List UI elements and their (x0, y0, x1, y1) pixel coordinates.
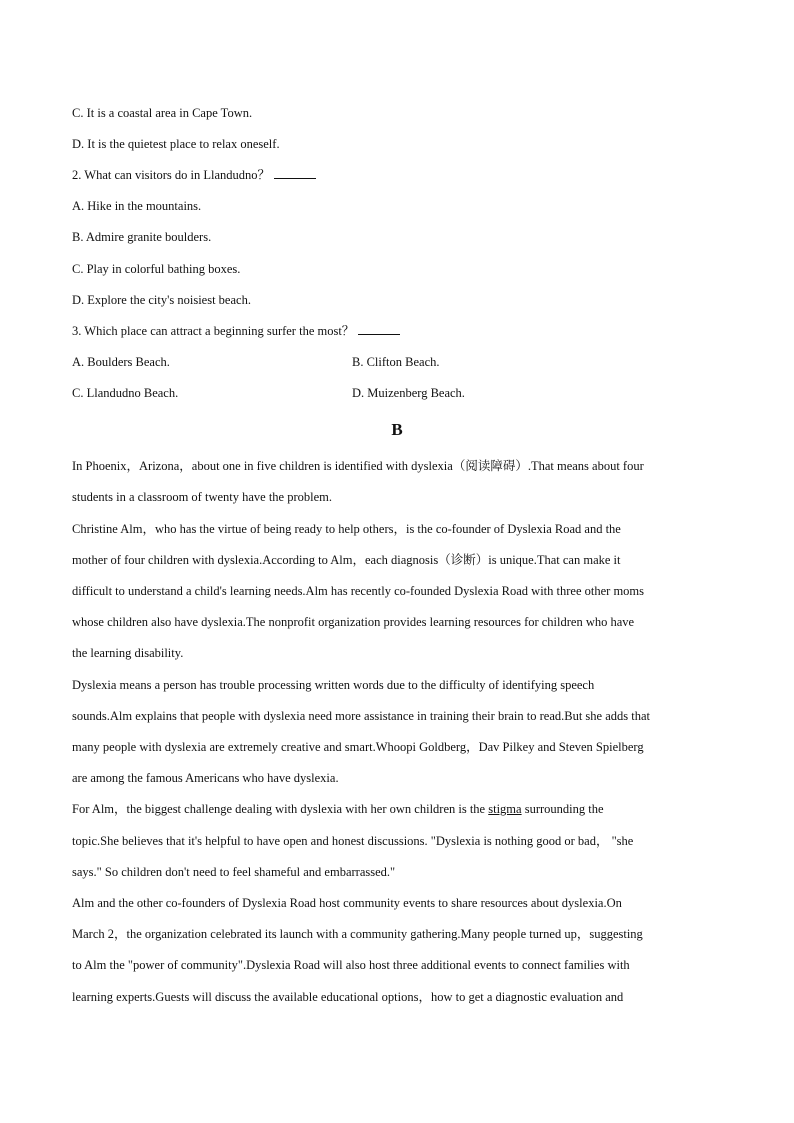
passage-line: mother of four children with dyslexia.According to Alm，each diagnosis（诊断）is unique.That can make it (72, 553, 621, 567)
passage-line: the learning disability. (72, 646, 184, 660)
passage-line: Alm and the other co-founders of Dyslexia Road host community events to share resources about dyslexia.On (72, 896, 622, 910)
q3-stem (72, 323, 400, 339)
q3-option-a: A. Boulders Beach. (72, 355, 170, 369)
q2-stem-text: 2. What can visitors do in Llandudno？ (72, 168, 271, 182)
passage-line: March 2，the organization celebrated its launch with a community gathering.Many people turned up，suggesting (72, 927, 643, 941)
passage-line: whose children also have dyslexia.The nonprofit organization provides learning resources for children who have (72, 615, 635, 629)
passage-line: Dyslexia means a person has trouble processing written words due to the difficulty of identifying speech (72, 678, 595, 692)
q1-option-d: D. It is the quietest place to relax oneself. (72, 137, 280, 151)
q3-option-c: C. Llandudno Beach. (72, 386, 179, 400)
section-title: B (391, 420, 403, 439)
passage-text: surrounding the (521, 802, 604, 816)
q2-option-d: D. Explore the city's noisiest beach. (72, 293, 251, 307)
q2-option-b: B. Admire granite boulders. (72, 230, 212, 244)
passage-line: In Phoenix，Arizona，about one in five children is identified with dyslexia（阅读障碍）.That means about four (72, 459, 644, 473)
passage-line: learning experts.Guests will discuss the available educational options，how to get a diagnostic evaluation and (72, 990, 624, 1004)
q2-option-c: C. Play in colorful bathing boxes. (72, 262, 241, 276)
q3-stem-text: 3. Which place can attract a beginning surfer the most？ (72, 324, 355, 338)
passage-text: For Alm，the biggest challenge dealing with dyslexia with her own children is the (72, 802, 489, 816)
q3-option-d: D. Muizenberg Beach. (352, 386, 465, 400)
passage-line: says." So children don't need to feel shameful and embarrassed." (72, 865, 396, 879)
passage-line: to Alm the "power of community".Dyslexia Road will also host three additional events to connect families with (72, 958, 630, 972)
passage-line: Christine Alm，who has the virtue of being ready to help others，is the co-founder of Dyslexia Road and the (72, 522, 621, 536)
passage-line (72, 801, 604, 817)
q2-option-a: A. Hike in the mountains. (72, 199, 202, 213)
passage-line: topic.She believes that it's helpful to have open and honest discussions. "Dyslexia is nothing good or bad， "she (72, 834, 634, 848)
passage-line: are among the famous Americans who have dyslexia. (72, 771, 339, 785)
passage-line: difficult to understand a child's learning needs.Alm has recently co-founded Dyslexia Road with three other moms (72, 584, 645, 598)
q3-option-b: B. Clifton Beach. (352, 355, 440, 369)
passage-line: sounds.Alm explains that people with dyslexia need more assistance in training their brain to read.But she adds that (72, 709, 650, 723)
underlined-word-stigma: stigma (488, 802, 522, 816)
passage-line: many people with dyslexia are extremely creative and smart.Whoopi Goldberg，Dav Pilkey and Steven Spielberg (72, 740, 644, 754)
passage-line: students in a classroom of twenty have the problem. (72, 490, 333, 504)
q2-stem (72, 167, 316, 183)
q1-option-c: C. It is a coastal area in Cape Town. (72, 106, 253, 120)
q3-answer-blank (358, 323, 400, 335)
q2-answer-blank (274, 167, 316, 179)
